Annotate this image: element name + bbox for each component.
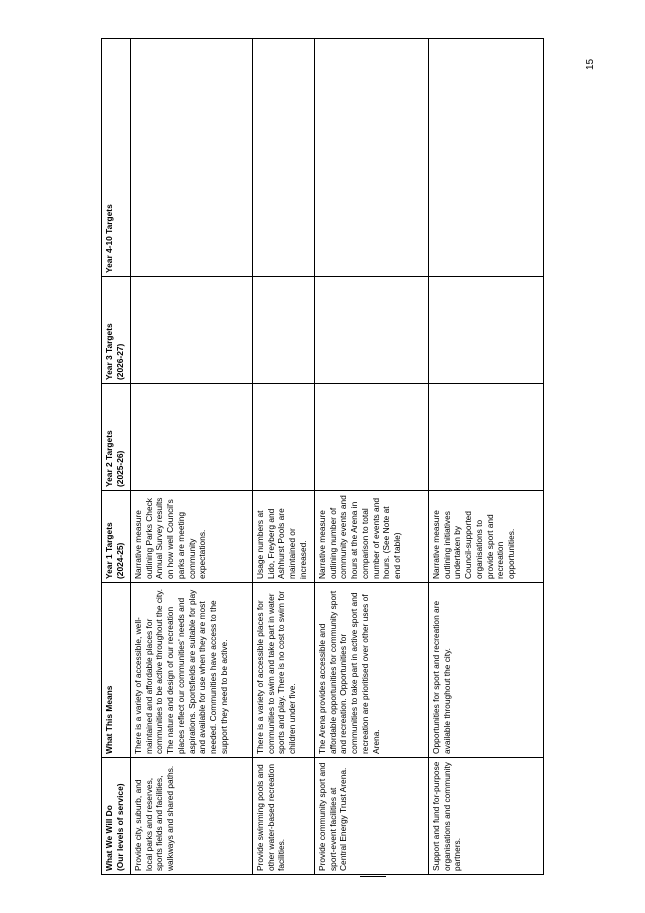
table-row bbox=[429, 39, 544, 875]
cell-year-3 bbox=[131, 277, 253, 384]
cell-year-2 bbox=[315, 384, 429, 491]
cell-year-1: Usage numbers at Lido, Freyberg and Ashhurst Pools are maintained or increased. bbox=[253, 491, 315, 583]
header-title: Year 4-10 Targets bbox=[104, 204, 114, 273]
table-row bbox=[315, 39, 429, 875]
cell-year-4-10 bbox=[315, 39, 429, 277]
cell-what: Provide swimming pools and other water-based recreation facilities. bbox=[253, 758, 315, 875]
cell-year-4-10 bbox=[131, 39, 253, 277]
page-number: 15 bbox=[585, 58, 596, 70]
header-what-we-will-do bbox=[102, 758, 131, 875]
cell-what: Support and fund for-purpose organisations and community partners. bbox=[429, 758, 544, 875]
cell-year-2 bbox=[131, 384, 253, 491]
table-row bbox=[253, 39, 315, 875]
cell-year-4-10 bbox=[429, 39, 544, 277]
cell-year-1: Narrative measure outlining Parks Check Annual Survey results on how well Council's parks are meeting community expectations. bbox=[131, 491, 253, 583]
cell-means: The Arena provides accessible and affordable opportunities for community sport and recreation. Opportunities for communities to take part in active sport and recreation are prioritised over other uses of Arena. bbox=[315, 583, 429, 758]
header-year-1-targets bbox=[102, 491, 131, 583]
header-year-4-10-targets bbox=[102, 39, 131, 277]
header-subtitle: (2024-25) bbox=[114, 542, 125, 579]
table-header-row bbox=[102, 39, 131, 875]
levels-of-service-table bbox=[101, 38, 544, 875]
cell-means: Opportunities for sport and recreation are available throughout the city. bbox=[429, 583, 544, 758]
header-title: Year 3 Targets bbox=[104, 323, 114, 380]
cell-what: Provide city, suburb, and local parks and reserves, sports fields and facilities, walkways and shared paths. bbox=[131, 758, 253, 875]
cell-year-1: Narrative measure outlining number of community events and hours at the Arena in comparison to total number of events and hours. (See Note at end of table) bbox=[315, 491, 429, 583]
header-subtitle: (2026-27) bbox=[114, 343, 125, 380]
header-what-this-means bbox=[102, 583, 131, 758]
header-subtitle: (Our levels of service) bbox=[114, 783, 125, 871]
cell-year-2 bbox=[429, 384, 544, 491]
header-title: Year 2 Targets bbox=[104, 430, 114, 487]
cell-means: There is a variety of accessible places for communities to swim and take part in water sports and play. There is no cost to swim for children under five. bbox=[253, 583, 315, 758]
header-title: What We Will Do bbox=[104, 805, 114, 871]
cell-year-4-10 bbox=[253, 39, 315, 277]
cell-year-3 bbox=[315, 277, 429, 384]
cell-year-3 bbox=[429, 277, 544, 384]
header-title: What This Means bbox=[104, 685, 114, 754]
cell-year-2 bbox=[253, 384, 315, 491]
table-row bbox=[131, 39, 253, 875]
header-year-2-targets bbox=[102, 384, 131, 491]
header-subtitle: (2025-26) bbox=[114, 450, 125, 487]
header-year-3-targets bbox=[102, 277, 131, 384]
cell-year-1: Narrative measure outlining initiatives undertaken by Council-supported organisations to provide sport and recreation opportunities. bbox=[429, 491, 544, 583]
cell-year-3 bbox=[253, 277, 315, 384]
cell-means: There is a variety of accessible, well-maintained and affordable places for communities to be active throughout the city. The nature and design of our recreation places reflect our communities' needs and aspirations. Sportsfields are suitable for play and available for use when they are most needed. Communities have access to the support they need to be active. bbox=[131, 583, 253, 758]
header-title: Year 1 Targets bbox=[104, 522, 114, 579]
footer-rule bbox=[360, 876, 386, 877]
cell-what: Provide community sport and sport-event facilities at Central Energy Trust Arena. bbox=[315, 758, 429, 875]
